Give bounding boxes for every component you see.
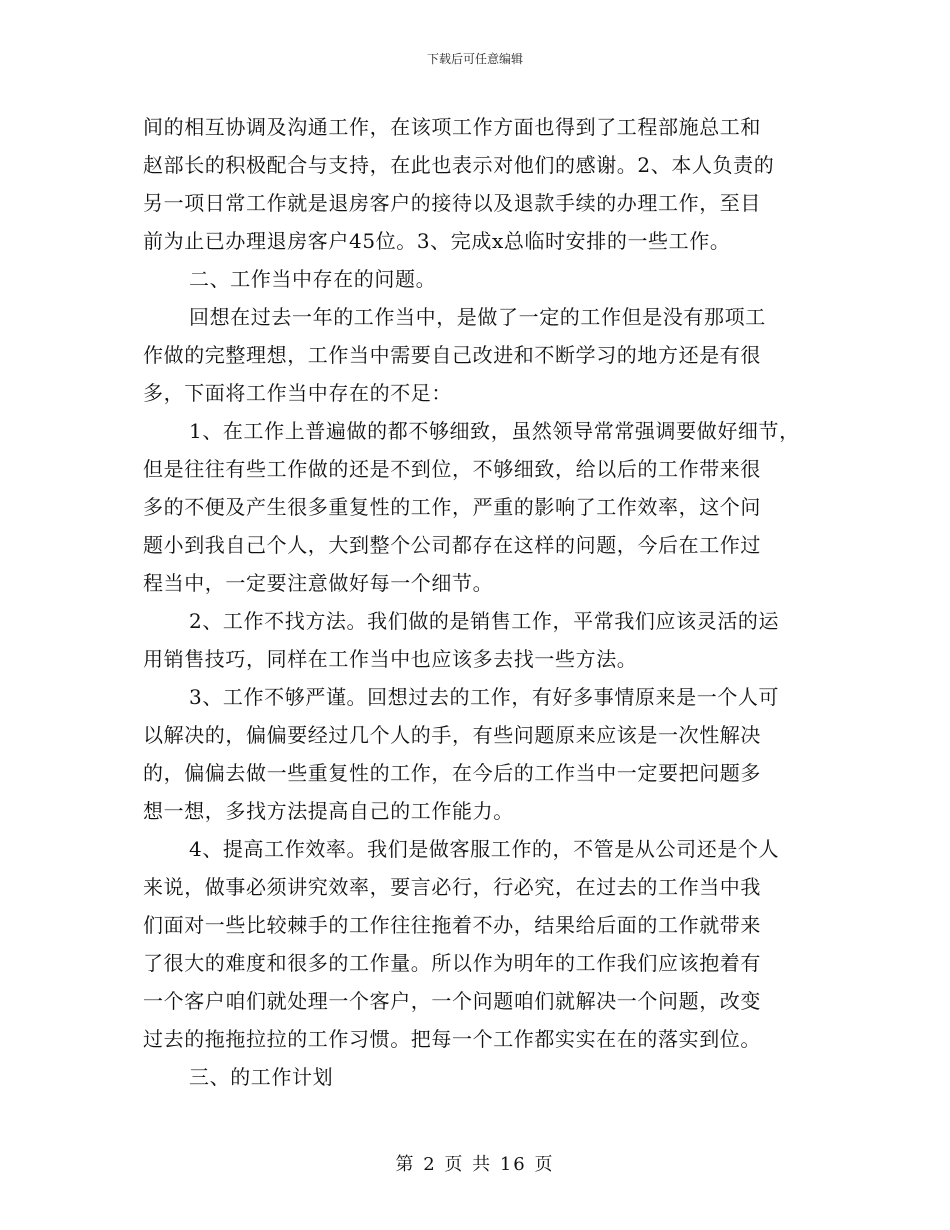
text-line: 了很大的难度和很多的工作量。所以作为明年的工作我们应该抱着有	[143, 951, 761, 975]
text-line: 来说，做事必须讲究效率，要言必行，行必究，在过去的工作当中我	[143, 875, 761, 899]
text-line: 3、工作不够严谨。回想过去的工作，有好多事情原来是一个人可	[189, 685, 780, 709]
text-line: 4、提高工作效率。我们是做客服工作的，不管是从公司还是个人	[189, 837, 780, 861]
text-line: 多的不便及产生很多重复性的工作，严重的影响了工作效率，这个问	[143, 495, 761, 519]
text-line: 程当中，一定要注意做好每一个细节。	[143, 571, 494, 595]
text-line: 另一项日常工作就是退房客户的接待以及退款手续的办理工作，至目	[143, 191, 761, 215]
text-line: 的，偏偏去做一些重复性的工作，在今后的工作当中一定要把问题多	[143, 761, 761, 785]
text-line: 但是往往有些工作做的还是不到位，不够细致，给以后的工作带来很	[143, 457, 761, 481]
page-header: 下载后可任意编辑	[426, 52, 523, 66]
document-body	[143, 108, 823, 1096]
text-line: 赵部长的积极配合与支持，在此也表示对他们的感谢。2、本人负责的	[143, 153, 775, 177]
section-heading: 三、的工作计划	[189, 1065, 334, 1089]
section-heading: 二、工作当中存在的问题。	[189, 267, 437, 291]
text-line: 过去的拖拖拉拉的工作习惯。把每一个工作都实实在在的落实到位。	[143, 1027, 761, 1051]
text-line: 以解决的，偏偏要经过几个人的手，有些问题原来应该是一次性解决	[143, 723, 761, 747]
text-line: 题小到我自己个人，大到整个公司都存在这样的问题，今后在工作过	[143, 533, 761, 557]
text-line: 2、工作不找方法。我们做的是销售工作，平常我们应该灵活的运	[189, 609, 780, 633]
page-number: 第 2 页 共 16 页	[395, 1154, 555, 1175]
text-line: 想一想，多找方法提高自己的工作能力。	[143, 799, 514, 823]
text-line: 们面对一些比较棘手的工作往往拖着不办，结果给后面的工作就带来	[143, 913, 761, 937]
text-line: 间的相互协调及沟通工作，在该项工作方面也得到了工程部施总工和	[143, 115, 761, 139]
text-line: 一个客户咱们就处理一个客户，一个问题咱们就解决一个问题，改变	[143, 989, 761, 1013]
text-line: 用销售技巧，同样在工作当中也应该多去找一些方法。	[143, 647, 638, 671]
text-line: 1、在工作上普遍做的都不够细致，虽然领导常常强调要做好细节，	[189, 419, 800, 443]
text-line: 多，下面将工作当中存在的不足：	[143, 381, 452, 405]
text-line: 作做的完整理想，工作当中需要自己改进和不断学习的地方还是有很	[143, 343, 761, 367]
text-line: 回想在过去一年的工作当中，是做了一定的工作但是没有那项工	[189, 305, 766, 329]
text-line: 前为止已办理退房客户45位。3、完成x总临时安排的一些工作。	[143, 229, 731, 253]
